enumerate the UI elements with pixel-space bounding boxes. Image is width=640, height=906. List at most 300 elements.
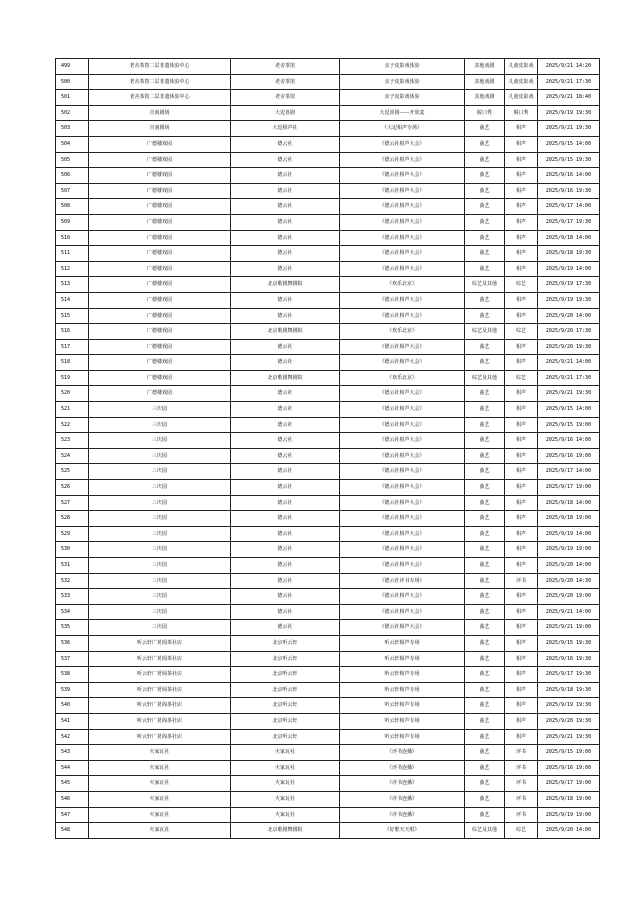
- organizer-cell: 德云社: [231, 542, 340, 558]
- table-row: [56, 651, 600, 667]
- datetime-cell: 2025/9/21 17:30: [538, 74, 600, 90]
- venue-cell: 广德楼戏园: [89, 183, 231, 199]
- row-number: 508: [56, 199, 89, 215]
- row-number: 504: [56, 136, 89, 152]
- category-cell: 综艺及其他: [465, 277, 505, 293]
- program-title-cell: 《德云社相声大会》: [340, 589, 465, 605]
- table-row: [56, 729, 600, 745]
- datetime-cell: 2025/9/17 19:00: [538, 480, 600, 496]
- datetime-cell: 2025/9/20 19:00: [538, 589, 600, 605]
- subcategory-cell: 评书: [505, 776, 538, 792]
- table-row: [56, 386, 600, 402]
- row-number: 526: [56, 480, 89, 496]
- subcategory-cell: 相声: [505, 214, 538, 230]
- venue-cell: 老舍茶馆二层非遗体验中心: [89, 59, 231, 75]
- table-row: [56, 823, 600, 839]
- organizer-cell: 德云社: [231, 230, 340, 246]
- program-title-cell: 听云轩相声专场: [340, 651, 465, 667]
- subcategory-cell: 相声: [505, 511, 538, 527]
- venue-cell: 火家瓦社: [89, 776, 231, 792]
- program-title-cell: 《德云社相声大会》: [340, 386, 465, 402]
- category-cell: 曲艺: [465, 651, 505, 667]
- table-row: [56, 370, 600, 386]
- datetime-cell: 2025/9/17 14:00: [538, 464, 600, 480]
- datetime-cell: 2025/9/21 14:00: [538, 604, 600, 620]
- category-cell: 曲艺: [465, 807, 505, 823]
- table-row: [56, 152, 600, 168]
- program-title-cell: 大逗喜剧——开放麦: [340, 105, 465, 121]
- venue-cell: 火家瓦社: [89, 807, 231, 823]
- datetime-cell: 2025/9/16 14:00: [538, 168, 600, 184]
- venue-cell: 三庆园: [89, 480, 231, 496]
- organizer-cell: 德云社: [231, 152, 340, 168]
- table-row: [56, 308, 600, 324]
- program-title-cell: 《德云社相声大会》: [340, 168, 465, 184]
- datetime-cell: 2025/9/19 19:30: [538, 105, 600, 121]
- table-row: [56, 542, 600, 558]
- venue-cell: 广德楼戏园: [89, 339, 231, 355]
- table-row: [56, 168, 600, 184]
- row-number: 510: [56, 230, 89, 246]
- venue-cell: 广德楼戏园: [89, 355, 231, 371]
- organizer-cell: 火家瓦社: [231, 807, 340, 823]
- program-title-cell: 《德云社相声大会》: [340, 308, 465, 324]
- datetime-cell: 2025/9/15 14:00: [538, 136, 600, 152]
- venue-cell: 广德楼戏园: [89, 230, 231, 246]
- subcategory-cell: 相声: [505, 402, 538, 418]
- organizer-cell: 火家瓦社: [231, 791, 340, 807]
- organizer-cell: 德云社: [231, 448, 340, 464]
- venue-cell: 广德楼戏园: [89, 246, 231, 262]
- organizer-cell: 火家瓦社: [231, 745, 340, 761]
- organizer-cell: 德云社: [231, 199, 340, 215]
- subcategory-cell: 相声: [505, 667, 538, 683]
- category-cell: 曲艺: [465, 791, 505, 807]
- subcategory-cell: 脱口秀: [505, 105, 538, 121]
- datetime-cell: 2025/9/19 19:00: [538, 542, 600, 558]
- program-title-cell: 《欢乐北京》: [340, 370, 465, 386]
- row-number: 524: [56, 448, 89, 464]
- venue-cell: 广德楼戏园: [89, 199, 231, 215]
- category-cell: 曲艺: [465, 402, 505, 418]
- program-title-cell: 《德云社评书专场》: [340, 573, 465, 589]
- subcategory-cell: 相声: [505, 526, 538, 542]
- venue-cell: 三庆园: [89, 589, 231, 605]
- venue-cell: 听云轩广茗阁茶社店: [89, 651, 231, 667]
- row-number: 522: [56, 417, 89, 433]
- category-cell: 曲艺: [465, 480, 505, 496]
- program-title-cell: 《德云社相声大会》: [340, 136, 465, 152]
- category-cell: 曲艺: [465, 168, 505, 184]
- venue-cell: 广德楼戏园: [89, 370, 231, 386]
- category-cell: 曲艺: [465, 542, 505, 558]
- venue-cell: 火家瓦社: [89, 823, 231, 839]
- subcategory-cell: 相声: [505, 292, 538, 308]
- row-number: 539: [56, 682, 89, 698]
- program-title-cell: 《德云社相声大会》: [340, 620, 465, 636]
- row-number: 519: [56, 370, 89, 386]
- table-row: [56, 511, 600, 527]
- category-cell: 曲艺: [465, 136, 505, 152]
- venue-cell: 宣南剧场: [89, 121, 231, 137]
- row-number: 525: [56, 464, 89, 480]
- datetime-cell: 2025/9/15 19:00: [538, 745, 600, 761]
- program-title-cell: 《欢乐北京》: [340, 324, 465, 340]
- organizer-cell: 北京听云轩: [231, 729, 340, 745]
- row-number: 514: [56, 292, 89, 308]
- datetime-cell: 2025/9/16 19:00: [538, 760, 600, 776]
- datetime-cell: 2025/9/17 19:30: [538, 214, 600, 230]
- subcategory-cell: 相声: [505, 620, 538, 636]
- table-row: [56, 604, 600, 620]
- organizer-cell: 德云社: [231, 480, 340, 496]
- program-title-cell: 《德云社相声大会》: [340, 183, 465, 199]
- table-row: [56, 59, 600, 75]
- subcategory-cell: 相声: [505, 713, 538, 729]
- program-title-cell: 听云轩相声专场: [340, 682, 465, 698]
- category-cell: 综艺及其他: [465, 370, 505, 386]
- category-cell: 曲艺: [465, 604, 505, 620]
- subcategory-cell: 相声: [505, 729, 538, 745]
- organizer-cell: 北京听云轩: [231, 682, 340, 698]
- row-number: 517: [56, 339, 89, 355]
- organizer-cell: 老舍茶馆: [231, 59, 340, 75]
- category-cell: 曲艺: [465, 261, 505, 277]
- subcategory-cell: 相声: [505, 558, 538, 574]
- organizer-cell: 北京听云轩: [231, 667, 340, 683]
- datetime-cell: 2025/9/15 14:00: [538, 402, 600, 418]
- row-number: 506: [56, 168, 89, 184]
- organizer-cell: 北京听云轩: [231, 635, 340, 651]
- organizer-cell: 德云社: [231, 417, 340, 433]
- datetime-cell: 2025/9/17 19:00: [538, 776, 600, 792]
- category-cell: 曲艺: [465, 573, 505, 589]
- datetime-cell: 2025/9/20 19:30: [538, 713, 600, 729]
- program-title-cell: 听云轩相声专场: [340, 667, 465, 683]
- table-row: [56, 526, 600, 542]
- datetime-cell: 2025/9/21 17:30: [538, 370, 600, 386]
- row-number: 540: [56, 698, 89, 714]
- organizer-cell: 德云社: [231, 183, 340, 199]
- venue-cell: 三庆园: [89, 511, 231, 527]
- venue-cell: 三庆园: [89, 558, 231, 574]
- table-row: [56, 635, 600, 651]
- table-row: [56, 667, 600, 683]
- organizer-cell: 德云社: [231, 558, 340, 574]
- row-number: 548: [56, 823, 89, 839]
- datetime-cell: 2025/9/20 17:30: [538, 324, 600, 340]
- row-number: 507: [56, 183, 89, 199]
- table-row: [56, 464, 600, 480]
- table-row: [56, 589, 600, 605]
- organizer-cell: 德云社: [231, 136, 340, 152]
- venue-cell: 听云轩广茗阁茶社店: [89, 713, 231, 729]
- table-row: [56, 246, 600, 262]
- datetime-cell: 2025/9/19 14:00: [538, 526, 600, 542]
- datetime-cell: 2025/9/21 18:40: [538, 90, 600, 106]
- category-cell: 曲艺: [465, 620, 505, 636]
- organizer-cell: 德云社: [231, 604, 340, 620]
- row-number: 499: [56, 59, 89, 75]
- program-title-cell: 《德云社相声大会》: [340, 214, 465, 230]
- program-title-cell: 《德云社相声大会》: [340, 448, 465, 464]
- row-number: 535: [56, 620, 89, 636]
- datetime-cell: 2025/9/15 19:30: [538, 152, 600, 168]
- organizer-cell: 北京歌剧舞剧院: [231, 277, 340, 293]
- organizer-cell: 德云社: [231, 168, 340, 184]
- venue-cell: 三庆园: [89, 604, 231, 620]
- datetime-cell: 2025/9/17 19:30: [538, 667, 600, 683]
- category-cell: 曲艺: [465, 448, 505, 464]
- subcategory-cell: 相声: [505, 480, 538, 496]
- organizer-cell: 德云社: [231, 261, 340, 277]
- program-title-cell: 《德云社相声大会》: [340, 355, 465, 371]
- row-number: 534: [56, 604, 89, 620]
- datetime-cell: 2025/9/19 19:30: [538, 698, 600, 714]
- organizer-cell: 火家瓦社: [231, 776, 340, 792]
- table-row: [56, 402, 600, 418]
- venue-cell: 老舍茶馆二层非遗体验中心: [89, 74, 231, 90]
- program-title-cell: 《德云社相声大会》: [340, 464, 465, 480]
- datetime-cell: 2025/9/18 19:30: [538, 246, 600, 262]
- category-cell: 曲艺: [465, 511, 505, 527]
- organizer-cell: 老舍茶馆: [231, 90, 340, 106]
- venue-cell: 三庆园: [89, 573, 231, 589]
- subcategory-cell: 相声: [505, 651, 538, 667]
- category-cell: 曲艺: [465, 386, 505, 402]
- venue-cell: 三庆园: [89, 526, 231, 542]
- row-number: 521: [56, 402, 89, 418]
- table-row: [56, 433, 600, 449]
- venue-cell: 广德楼戏园: [89, 152, 231, 168]
- subcategory-cell: 评书: [505, 807, 538, 823]
- row-number: 509: [56, 214, 89, 230]
- subcategory-cell: 评书: [505, 573, 538, 589]
- table-row: [56, 230, 600, 246]
- row-number: 547: [56, 807, 89, 823]
- category-cell: 曲艺: [465, 495, 505, 511]
- venue-cell: 广德楼戏园: [89, 136, 231, 152]
- subcategory-cell: 相声: [505, 698, 538, 714]
- category-cell: 曲艺: [465, 339, 505, 355]
- venue-cell: 三庆园: [89, 402, 231, 418]
- table-row: [56, 277, 600, 293]
- table-row: [56, 74, 600, 90]
- organizer-cell: 德云社: [231, 402, 340, 418]
- venue-cell: 火家瓦社: [89, 791, 231, 807]
- table-row: [56, 121, 600, 137]
- organizer-cell: 德云社: [231, 292, 340, 308]
- subcategory-cell: 儿童皮影戏: [505, 59, 538, 75]
- venue-cell: 听云轩广茗阁茶社店: [89, 667, 231, 683]
- row-number: 530: [56, 542, 89, 558]
- table-row: [56, 292, 600, 308]
- table-row: [56, 136, 600, 152]
- datetime-cell: 2025/9/16 19:30: [538, 183, 600, 199]
- row-number: 544: [56, 760, 89, 776]
- row-number: 516: [56, 324, 89, 340]
- row-number: 537: [56, 651, 89, 667]
- organizer-cell: 北京歌剧舞剧院: [231, 324, 340, 340]
- datetime-cell: 2025/9/16 19:00: [538, 448, 600, 464]
- program-title-cell: 《德云社相声大会》: [340, 526, 465, 542]
- datetime-cell: 2025/9/21 19:30: [538, 386, 600, 402]
- category-cell: 曲艺: [465, 152, 505, 168]
- venue-cell: 广德楼戏园: [89, 308, 231, 324]
- table-row: [56, 355, 600, 371]
- category-cell: 曲艺: [465, 635, 505, 651]
- category-cell: 曲艺: [465, 433, 505, 449]
- category-cell: 曲艺: [465, 464, 505, 480]
- datetime-cell: 2025/9/18 19:00: [538, 791, 600, 807]
- organizer-cell: 德云社: [231, 339, 340, 355]
- datetime-cell: 2025/9/19 19:30: [538, 292, 600, 308]
- organizer-cell: 德云社: [231, 511, 340, 527]
- subcategory-cell: 相声: [505, 199, 538, 215]
- table-row: [56, 495, 600, 511]
- row-number: 503: [56, 121, 89, 137]
- table-row: [56, 339, 600, 355]
- venue-cell: 广德楼戏园: [89, 324, 231, 340]
- row-number: 546: [56, 791, 89, 807]
- subcategory-cell: 相声: [505, 417, 538, 433]
- organizer-cell: 北京听云轩: [231, 713, 340, 729]
- program-title-cell: 《德云社相声大会》: [340, 402, 465, 418]
- category-cell: 脱口秀: [465, 105, 505, 121]
- program-title-cell: 《德云社相声大会》: [340, 433, 465, 449]
- program-title-cell: 《德云社相声大会》: [340, 230, 465, 246]
- subcategory-cell: 相声: [505, 121, 538, 137]
- category-cell: 曲艺: [465, 776, 505, 792]
- subcategory-cell: 综艺: [505, 324, 538, 340]
- organizer-cell: 德云社: [231, 620, 340, 636]
- program-title-cell: 《德云社相声大会》: [340, 246, 465, 262]
- subcategory-cell: 相声: [505, 464, 538, 480]
- category-cell: 曲艺: [465, 526, 505, 542]
- venue-cell: 宣南剧场: [89, 105, 231, 121]
- category-cell: 曲艺: [465, 417, 505, 433]
- table-row: [56, 620, 600, 636]
- datetime-cell: 2025/9/20 14:00: [538, 558, 600, 574]
- program-title-cell: 《德云社相声大会》: [340, 339, 465, 355]
- venue-cell: 三庆园: [89, 448, 231, 464]
- program-title-cell: 《好歌天天唱》: [340, 823, 465, 839]
- subcategory-cell: 相声: [505, 136, 538, 152]
- row-number: 527: [56, 495, 89, 511]
- program-title-cell: 《德云社相声大会》: [340, 542, 465, 558]
- program-title-cell: 亲子皮影戏体验: [340, 59, 465, 75]
- table-row: [56, 105, 600, 121]
- datetime-cell: 2025/9/15 19:30: [538, 635, 600, 651]
- organizer-cell: 北京歌剧舞剧院: [231, 370, 340, 386]
- venue-cell: 三庆园: [89, 495, 231, 511]
- organizer-cell: 德云社: [231, 589, 340, 605]
- subcategory-cell: 相声: [505, 168, 538, 184]
- datetime-cell: 2025/9/17 14:00: [538, 199, 600, 215]
- row-number: 543: [56, 745, 89, 761]
- organizer-cell: 德云社: [231, 246, 340, 262]
- datetime-cell: 2025/9/21 19:30: [538, 729, 600, 745]
- program-title-cell: 《欢乐北京》: [340, 277, 465, 293]
- venue-cell: 广德楼戏园: [89, 386, 231, 402]
- datetime-cell: 2025/9/21 14:20: [538, 59, 600, 75]
- subcategory-cell: 相声: [505, 682, 538, 698]
- organizer-cell: 德云社: [231, 308, 340, 324]
- category-cell: 综艺及其他: [465, 324, 505, 340]
- category-cell: 曲艺: [465, 246, 505, 262]
- organizer-cell: 德云社: [231, 214, 340, 230]
- subcategory-cell: 综艺: [505, 370, 538, 386]
- datetime-cell: 2025/9/16 19:30: [538, 651, 600, 667]
- program-title-cell: 亲子皮影戏体验: [340, 90, 465, 106]
- organizer-cell: 北京歌剧舞剧院: [231, 823, 340, 839]
- program-title-cell: 《德云社相声大会》: [340, 152, 465, 168]
- row-number: 501: [56, 90, 89, 106]
- subcategory-cell: 相声: [505, 542, 538, 558]
- program-title-cell: 《评书连播》: [340, 760, 465, 776]
- subcategory-cell: 综艺: [505, 823, 538, 839]
- organizer-cell: 大逗喜剧: [231, 105, 340, 121]
- row-number: 512: [56, 261, 89, 277]
- table-row: [56, 90, 600, 106]
- venue-cell: 三庆园: [89, 542, 231, 558]
- row-number: 545: [56, 776, 89, 792]
- table-row: [56, 183, 600, 199]
- datetime-cell: 2025/9/18 14:00: [538, 230, 600, 246]
- organizer-cell: 德云社: [231, 386, 340, 402]
- category-cell: 曲艺: [465, 121, 505, 137]
- category-cell: 曲艺: [465, 292, 505, 308]
- program-title-cell: 《德云社相声大会》: [340, 511, 465, 527]
- program-title-cell: 《德云社相声大会》: [340, 480, 465, 496]
- venue-cell: 广德楼戏园: [89, 168, 231, 184]
- program-title-cell: 《德云社相声大会》: [340, 292, 465, 308]
- category-cell: 曲艺: [465, 667, 505, 683]
- organizer-cell: 德云社: [231, 526, 340, 542]
- table-row: [56, 698, 600, 714]
- datetime-cell: 2025/9/16 14:00: [538, 433, 600, 449]
- subcategory-cell: 评书: [505, 791, 538, 807]
- subcategory-cell: 相声: [505, 604, 538, 620]
- table-row: [56, 199, 600, 215]
- table-row: [56, 776, 600, 792]
- row-number: 536: [56, 635, 89, 651]
- subcategory-cell: 评书: [505, 745, 538, 761]
- row-number: 531: [56, 558, 89, 574]
- organizer-cell: 北京听云轩: [231, 651, 340, 667]
- table-row: [56, 558, 600, 574]
- category-cell: 曲艺: [465, 183, 505, 199]
- program-title-cell: 《评书连播》: [340, 791, 465, 807]
- row-number: 523: [56, 433, 89, 449]
- datetime-cell: 2025/9/20 14:00: [538, 823, 600, 839]
- row-number: 505: [56, 152, 89, 168]
- table-row: [56, 214, 600, 230]
- row-number: 532: [56, 573, 89, 589]
- table-row: [56, 713, 600, 729]
- program-title-cell: 亲子皮影戏体验: [340, 74, 465, 90]
- venue-cell: 广德楼戏园: [89, 292, 231, 308]
- row-number: 515: [56, 308, 89, 324]
- program-title-cell: 《德云社相声大会》: [340, 261, 465, 277]
- venue-cell: 听云轩广茗阁茶社店: [89, 698, 231, 714]
- category-cell: 曲艺: [465, 214, 505, 230]
- table-row: [56, 745, 600, 761]
- subcategory-cell: 相声: [505, 183, 538, 199]
- category-cell: 其他戏剧: [465, 90, 505, 106]
- organizer-cell: 北京听云轩: [231, 698, 340, 714]
- program-title-cell: 听云轩相声专场: [340, 713, 465, 729]
